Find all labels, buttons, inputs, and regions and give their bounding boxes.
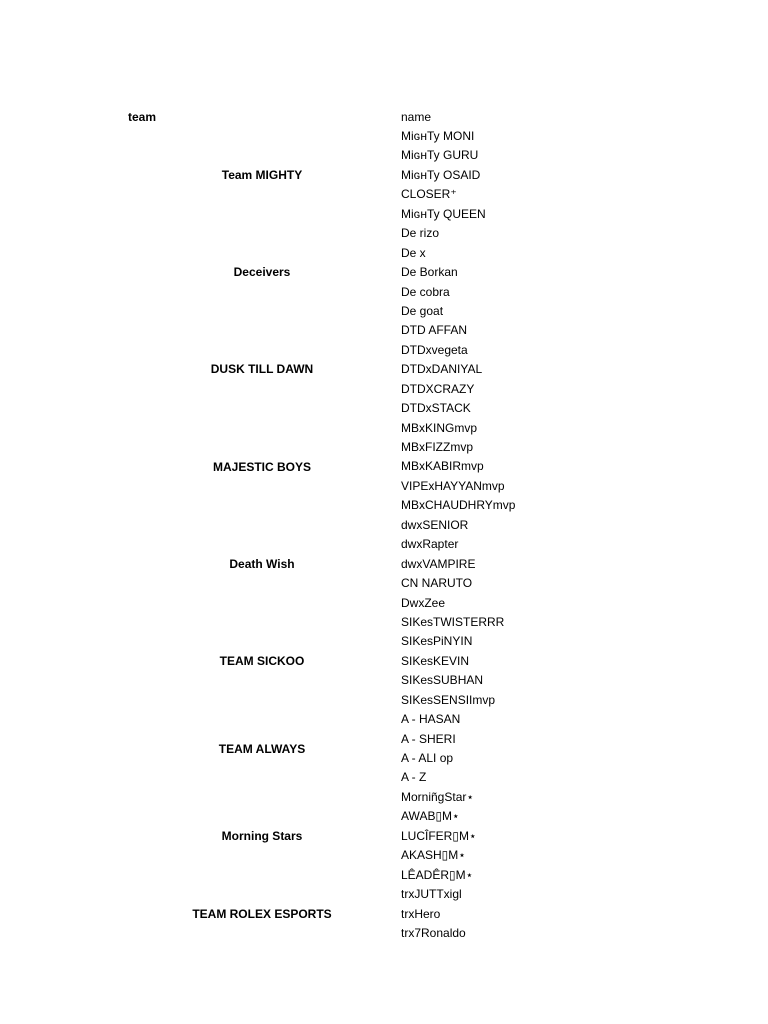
player-name: MiɢʜTy QUEEN (401, 206, 486, 221)
name-column-header: name (401, 110, 432, 124)
team-name: Death Wish (229, 556, 295, 571)
player-name: SIKesTWISTERRR (401, 614, 505, 629)
player-name: DTD AFFAN (401, 323, 468, 338)
player-name: AWAB▯M⋆ (401, 809, 460, 824)
player-name: DTDxSTACK (401, 401, 471, 416)
player-list (401, 127, 515, 943)
player-name: DwxZee (401, 595, 446, 610)
player-name: De cobra (401, 284, 450, 299)
player-name: DTDxDANIYAL (401, 362, 483, 377)
player-name: trxJUTTxigl (401, 887, 462, 902)
player-name: SIKesPiNYIN (401, 634, 473, 649)
player-name: CLOSER⁺ (401, 187, 457, 202)
player-name: SIKesSENSIImvp (401, 692, 496, 707)
player-name: A - ALI op (401, 751, 454, 765)
player-name: VIPExHAYYANmvp (401, 478, 505, 493)
player-name: MiɢʜTy MONI (401, 129, 475, 143)
team-name: DUSK TILL DAWN (210, 362, 314, 377)
team-name: Deceivers (233, 265, 291, 280)
player-name: dwxVAMPIRE (401, 556, 476, 571)
player-name: A - HASAN (401, 712, 461, 727)
team-name: TEAM ALWAYS (218, 741, 306, 756)
player-name: trx7Ronaldo (401, 925, 466, 940)
player-name: MorniñgStar⋆ (401, 789, 474, 804)
player-name: MBxKINGmvp (401, 420, 478, 435)
team-column-header: team (128, 110, 157, 124)
player-name: MBxKABIRmvp (401, 459, 484, 474)
team-name: TEAM ROLEX ESPORTS (192, 907, 332, 921)
player-name: DTDXCRAZY (401, 381, 475, 396)
player-name: A - SHERI (401, 731, 456, 746)
player-name: CN NARUTO (401, 576, 473, 591)
player-name: LUCÎFER▯M⋆ (401, 828, 477, 843)
player-name: dwxSENIOR (401, 517, 469, 532)
team-name: MAJESTIC BOYS (212, 459, 311, 474)
player-name: trxHero (401, 906, 441, 921)
team-name: Morning Stars (221, 829, 303, 844)
player-name: dwxRapter (401, 537, 459, 552)
player-name: MBxFIZZmvp (401, 440, 473, 454)
player-name: LÊADÊR▯M⋆ (401, 867, 474, 882)
team-name: TEAM SICKOO (219, 654, 305, 669)
player-name: A - Z (401, 770, 427, 785)
player-name: MBxCHAUDHRYmvp (401, 498, 516, 513)
player-name: SIKesKEVIN (401, 653, 470, 668)
player-name: De goat (401, 303, 444, 318)
player-name: SIKesSUBHAN (401, 673, 484, 688)
player-name: De rizo (401, 226, 440, 241)
player-name: MiɢʜTy OSAID (401, 167, 481, 182)
player-name: MiɢʜTy GURU (401, 148, 479, 163)
player-name: AKASH▯M⋆ (401, 848, 466, 863)
player-name: De Borkan (401, 265, 458, 280)
team-name: Team MIGHTY (221, 167, 303, 182)
player-name: DTDxvegeta (401, 342, 468, 357)
player-name: De x (401, 245, 426, 260)
